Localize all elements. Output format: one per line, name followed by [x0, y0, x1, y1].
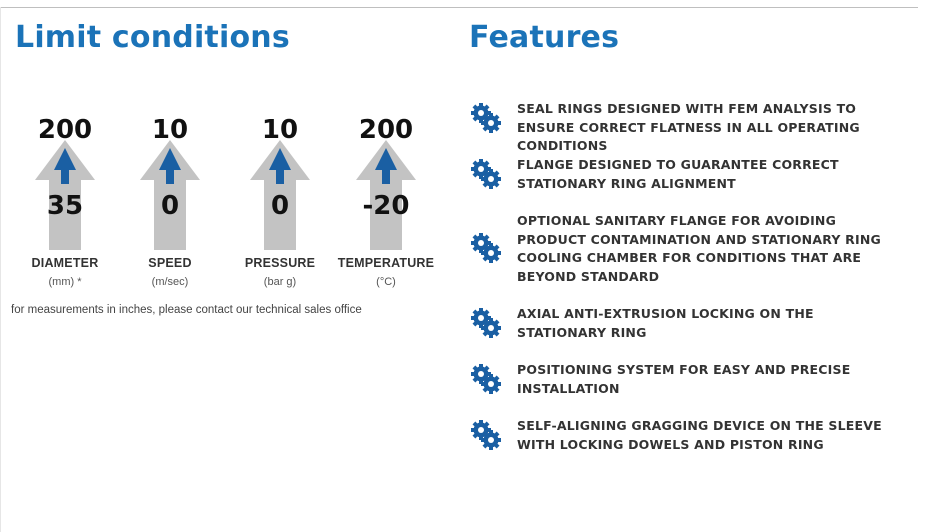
gauge-min-value: 35: [46, 191, 84, 221]
gears-icon: [470, 158, 502, 190]
feature-text: AXIAL ANTI-EXTRUSION LOCKING ON THE STATIONARY RING: [517, 306, 814, 340]
gauge-unit: (mm) *: [48, 276, 82, 288]
gauge-max-value: 200: [37, 115, 93, 145]
gauge-temperature: [331, 112, 441, 292]
gauge-pressure: [225, 112, 335, 292]
gauge-max-value: 200: [358, 115, 414, 145]
feature-text: FLANGE DESIGNED TO GUARANTEE CORRECT STATIONARY RING ALIGNMENT: [517, 157, 839, 191]
top-divider: [0, 7, 918, 8]
gauge-max-value: 10: [261, 115, 299, 145]
gears-icon: [470, 307, 502, 339]
gauge-max-value: 10: [151, 115, 189, 145]
gauge-min-value: 0: [270, 191, 290, 221]
gears-icon: [470, 102, 502, 134]
feature-text: POSITIONING SYSTEM FOR EASY AND PRECISE INSTALLATION: [517, 362, 851, 396]
gauge-unit: (°C): [376, 276, 396, 288]
gauge-speed: [115, 112, 225, 292]
gauge-min-value: 0: [160, 191, 180, 221]
gauge-min-value: -20: [362, 191, 410, 221]
gauge-label: DIAMETER: [31, 256, 99, 270]
gears-icon: [470, 232, 502, 264]
feature-text: SEAL RINGS DESIGNED WITH FEM ANALYSIS TO ENSURE CORRECT FLATNESS IN ALL OPERATING CONDITIONS: [517, 101, 860, 153]
limit-conditions-title: Limit conditions: [15, 20, 290, 55]
features-title: Features: [469, 20, 620, 55]
gauge-unit: (bar g): [263, 276, 297, 288]
feature-text: OPTIONAL SANITARY FLANGE FOR AVOIDING PRODUCT CONTAMINATION AND STATIONARY RING COOLING CHAMBER FOR CONDITIONS THAT ARE BEYOND STANDARD: [517, 213, 881, 284]
gauge-diameter: [10, 112, 120, 292]
gears-icon: [470, 419, 502, 451]
gauge-label: SPEED: [148, 256, 192, 270]
gauge-label: TEMPERATURE: [337, 256, 435, 270]
gauge-label: PRESSURE: [244, 256, 316, 270]
inches-note: for measurements in inches, please contact our technical sales office: [11, 304, 362, 316]
gauge-unit: (m/sec): [151, 276, 189, 288]
feature-text: SELF-ALIGNING GRAGGING DEVICE ON THE SLEEVE WITH LOCKING DOWELS AND PISTON RING: [517, 418, 882, 452]
gears-icon: [470, 363, 502, 395]
